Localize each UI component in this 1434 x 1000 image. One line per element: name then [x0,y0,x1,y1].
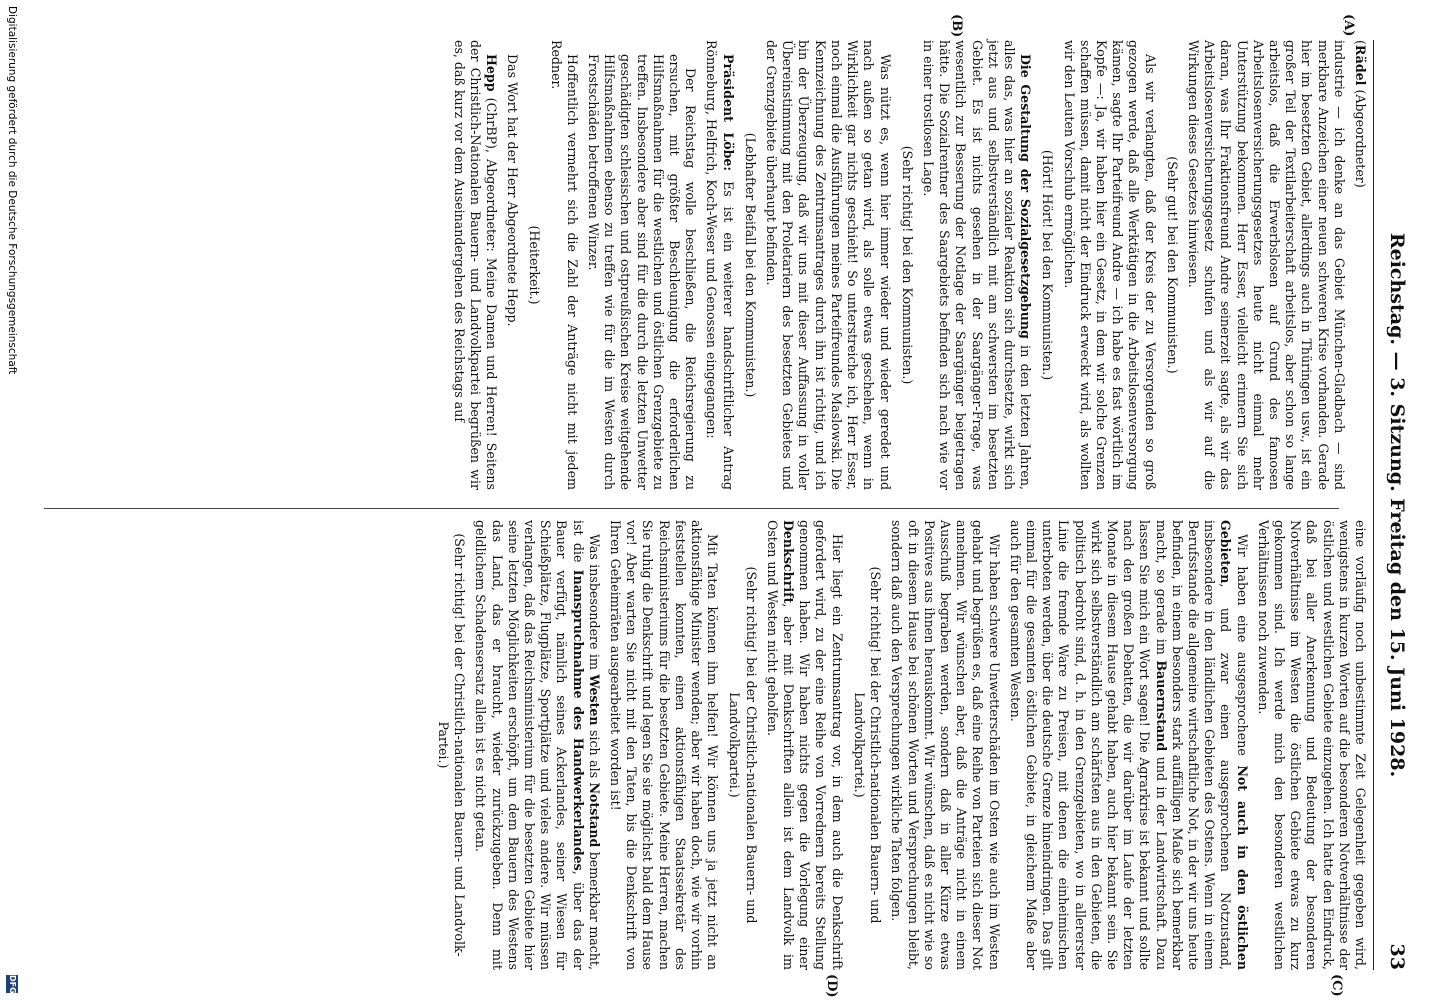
paragraph-text: , und zwar einen ausgesprochenen Notzustand, insbesondere in den ländlichen Gebieten des Ostens. Wenn in einem Berufsstande die allgemeine wirtschaftliche Not, in der wir uns heute befinden, in einem besonders stark auffälligen Maße sich bemerkbar macht, so gerade im [1153,520,1234,970]
emphasis: Denkschrift [781,520,797,604]
margin-mark-b: (B) [949,14,964,38]
emphasis: Notstand [586,782,602,848]
emphasis: Die Gestaltung der Sozialgesetzgebung [1018,54,1034,339]
column-divider [44,508,1339,509]
motion-quote: Der Reichstag wolle beschließen, die Reichsregierung zu ersuchen, mit größter Beschleunigung die erforderlichen Hilfsmaßnahmen für die westlichen und östlichen Grenzgebiete zu treffen. Insbesondere aber sind für die durch die letzten Unwetter geschädigten schlesischen und ostpreußischen Kreise weitgehende Hilfsmaßnahmen ebenso zu treffen wie für die im Westen durch Frostschäden betroffenen Winzer. [586,54,699,490]
margin-mark-d: (D) [824,974,839,998]
interjection: (Sehr richtig! bei der Christlich-nationalen Bauern- und Landvolkpartei.) [851,566,884,924]
paragraph-text: und in der Landwirtschaft. Dazu lassen Sie mich ein Wort sagen! Die Agrarkrise ist bekannt und sollte nach den großen Debatten, die wir darüber im Laufe der letzten Monate in diesem Hause gehabt haben, auch hier bekannt sein. Sie wirkt sich selbstverständlich am schärfsten aus in den Gebieten, die politisch bedroht sind, d. h. in den Grenzgebieten, wo in allererster Linie die fremde Ware zu Preisen, mit denen die einheimischen unterboten werden, über die deutsche Grenze hineindringen. Das gilt einmal für die gesamten östlichen Gebiete, in gleichem Maße aber auch für den gesamten Westen. [1007,520,1169,970]
emphasis: Inanspruchnahme des Handwerkerlandes [570,569,586,871]
paragraph-text: , über das der Bauer verfügt, nämlich seines Ackerlandes, seiner Wiesen für Schießplätze, Flugplätze, Sportplätze und vieles andere. Wir müssen verlangen, daß das Reichsministerium für die besetzten Gebiete hier seine letzten Möglichkeiten erschöpft, um dem Bauern des Westens das Land, das er braucht, wieder zurückzugeben. Denn mit geldlichem Schadensersatz allein ist es nicht getan. [473,520,586,971]
page-number: 33 [1386,943,1408,970]
right-column [429,520,1368,970]
margin-mark-a: (A) [1341,14,1356,37]
speaker-name: Rädel [1353,44,1368,86]
paragraph [472,520,602,970]
speaker-name: Hepp [484,54,500,92]
paragraph: Das Wort hat der Herr Abgeordnete Hepp. [505,54,521,327]
paragraph-text: bemerkbar macht, ist die [570,520,602,970]
interjection: (Sehr gut! bei den Kommunisten.) [1164,156,1180,374]
page-header [1374,40,1414,970]
interjection: (Sehr richtig! bei der Christlich-nationalen Bauern- und Landvolkpartei.) [727,566,759,924]
paragraph: Als wir verlangten, daß der Kreis der zu Versorgenden so groß gezogen werde, daß alle Werktätigen in die Arbeitslosenversorgung kämen, sagte Ihr Parteifreund Andre — ich habe es fast wörtlich im Kopfe —: Ja, wir haben hier ein Gesetz, in dem wir solche Grenzen schaffen müssen, damit nicht der Eindruck erweckt wird, als wollten wir den Leuten Vorschub ermöglichen. [1061,40,1158,490]
paragraph [920,40,1033,490]
digitization-footer [0,0,21,1000]
president-paragraph [703,40,735,490]
paragraph-text: Hier liegt ein Zentrumsantrag vor, in dem auch die Denkschrift gefordert wird, zu der eine Reihe von Vorrednern bereits Stellung genommen haben. Wir haben nichts gegen die Vorlegung einer [797,520,845,970]
paragraph: industrie — ich denke an das Gebiet München-Gladbach — sind merkbare Anzeichen einer neuen schweren Krise vorhanden. Gerade hier im besetzten Gebiet, allerdings auch in Thüringen usw., ist ein großer Teil der Textilarbeiterschaft arbeitslos, aber schon so lange arbeitslos, daß die Erwerbslosen auf Grund des famosen Arbeitslosenversicherungsgesetzes heute nicht einmal mehr Unterstützung bekommen. Herr Esser, vielleicht erinnern Sie sich daran, was Ihr Fraktionsfreund Andre seinerzeit sagte, als wir das Arbeitslosenversicherungsgesetz schufen und als wir auf die Wirkungen dieses Gesetzes hinwiesen. [1185,40,1347,490]
interjection: (Lebhafter Beifall bei den Kommunisten.) [742,132,758,398]
interjection: (Sehr richtig! bei der Christlich-nationalen Bauern- und Landvolk-Partei.) [436,533,468,957]
paragraph-text: Wir haben eine ausgesprochene [1234,534,1250,766]
speaker-paragraph [450,40,499,490]
interjection: (Heiterkeit.) [527,225,543,305]
emphasis: Westen [586,674,602,726]
interjection: (Sehr richtig! bei den Kommunisten.) [899,145,915,385]
paragraph-text: Es ist ein weiterer handschriftlicher Antrag Rönneburg, Helfrich, Koch-Weser und Genossen eingegangen: [704,40,736,490]
funding-note: Digitalisierung gefördert durch die Deutsche Forschungsgemeinschaft [6,6,18,375]
paragraph-text: (ChrBP), Abgeordneter: Meine Damen und Herren! Seitens der Christlich-Nationalen Bauern- und Landvolkpartei begrüßen wir es, daß kurz vor dem Auseinandergehen des Reichstags auf [451,40,500,490]
paragraph-text: Was insbesondere im [586,534,602,675]
paragraph: eine vorläufig noch unbestimmte Zeit Gelegenheit gegeben wird, wenigstens in kurzen Worten auf die besonderen Notverhältnisse der östlichen und westlichen Gebiete einzugehen. Ich hatte den Eindruck, daß bei aller Anerkennung und Bedeutung der besonderen Notverhältnisse im Westen die östlichen Gebiete etwas zu kurz gekommen sind. Ich werde mich den besonderen westlichen Verhältnissen noch zuwenden. [1255,520,1368,970]
paragraph: Wir haben schwere Unwetterschäden im Osten wie auch im Westen gehabt und begrüßen es, daß eine Reihe von Parteien sich dieser Not annehmen. Wir wünschen aber, daß die Anträge nicht in einem Ausschuß begraben werden, sondern daß in aller Kürze etwas Positives aus ihnen herauskommt. Wir wünschen, daß es nicht wie so oft in diesem Hause bei schönen Worten und Versprechungen bleibt, sondern daß auch den Versprechungen wirkliche Taten folgen. [889,520,1002,970]
emphasis: Bauernstand [1153,660,1169,752]
left-column [445,40,1368,490]
paragraph-text: sich als [586,725,602,783]
margin-mark-c: (C) [1329,974,1344,997]
paragraph [764,520,845,970]
interjection: (Hört! Hört! bei den Kommunisten.) [1040,149,1056,381]
dfg-logo: DFG [8,975,17,994]
header-rule [1373,40,1374,970]
paragraph-text: in den letzten Jahren, alles das, was hier an sozialer Reaktion sich durchsetzte, wirkt sich jetzt aus und selbstverständlich mit am schwersten im besetzten Gebiet. Es ist nichts gesehen in der Saargänger-Frage, was wesentlich zur Besserung der Notlage der Saargänger beigetragen hätte. Die Sozialrentner des Saargebiets befinden sich nach wie vor in einer trostlosen Lage. [920,40,1034,490]
speaker-role: (Abgeordneter) [1353,89,1368,188]
paragraph-text: , aber mit Denkschriften allein ist dem Landvolk im Osten und Westen nicht geholfen. [764,520,797,970]
paragraph: Hoffentlich vermehrt sich die Zahl der Anträge nicht mit jedem Redner. [548,40,580,490]
paragraph: Was nützt es, wenn hier immer wieder und wieder geredet und nach außen so getan wird, als solle etwas geschehen, wenn in Wirklichkeit gar nichts geschieht! So unterstreiche ich, Herr Esser, noch einmal die Ausführungen meines Parteifreundes Maslowski. Die Kennzeichnung des Zentrumsantrages durch ihn ist richtig, und ich bin der Überzeugung, daß wir uns mit dieser Auffassung in voller Übereinstimmung mit den Proletariern des besetzten Gebietes und der Grenzgebiete überhaupt befinden. [764,40,893,490]
running-title: Reichstag. — 3. Sitzung. Freitag den 15. Juni 1928. [1386,232,1408,778]
speaker-line: (Rädel (Abgeordneter) [1353,40,1368,188]
president-name: Präsident Löbe: [720,54,736,172]
paragraph [1007,520,1250,970]
emphasis: Not auch in den östlichen Gebieten [1218,520,1250,970]
paragraph: Mit Taten können ihm helfen! Wir können uns ja jetzt nicht an aktionsfähige Minister wenden; aber wir haben doch, wie wir vorhin feststellen konnten, einen aktionsfähigen Staatssekretär des Reichsministeriums für die besetzten Gebiete. Meine Herren, machen Sie ruhig die Denkschrift und legen Sie sie möglichst bald dem Hause vor! Aber warten Sie nicht mit den Taten, bis die Denkschrift von Ihren Geheimräten ausgearbeitet worden ist! [608,520,721,970]
